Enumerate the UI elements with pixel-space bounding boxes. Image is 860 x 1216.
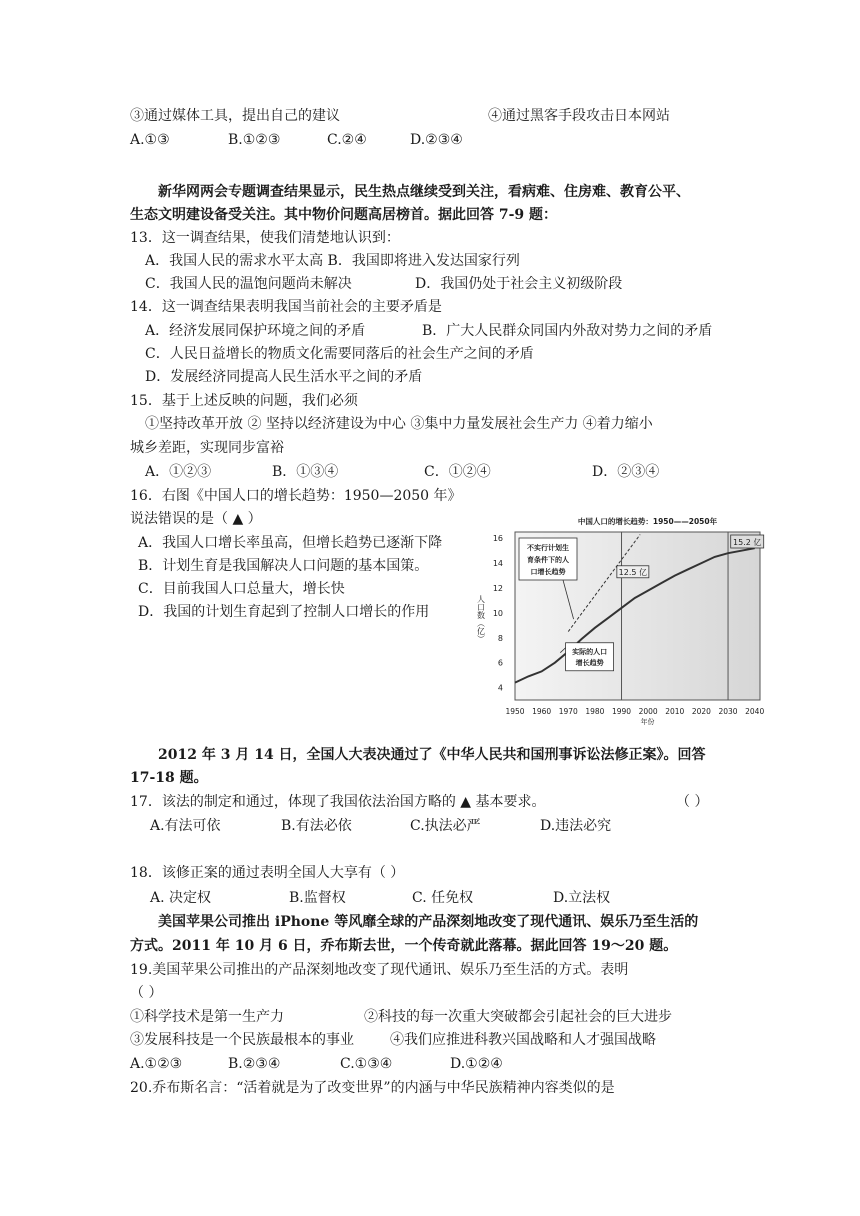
x-tick-label: 2010	[665, 707, 685, 716]
x-tick-label: 1970	[558, 707, 578, 716]
chart-title: 中国人口的增长趋势：1950——2050年	[577, 517, 718, 526]
q18-answer-d: D.立法权	[553, 890, 611, 906]
q17-answer-b: B.有法必依	[281, 818, 352, 834]
q19-answer-c: C.①③④	[340, 1056, 393, 1072]
q12-option-4: ④通过黑客手段攻击日本网站	[488, 108, 670, 124]
q19-statement-2: ②科技的每一次重大突破都会引起社会的巨大进步	[364, 1009, 672, 1025]
y-tick-label: 10	[492, 608, 503, 618]
label-15-2: 15.2 亿	[733, 538, 762, 547]
annotation-actual-line: 实际的人口	[572, 647, 608, 656]
intro1-line1: 新华网两会专题调查结果显示，民生热点继续受到关注，看病难、住房难、教育公平、	[158, 184, 690, 200]
intro2-line2: 17-18 题。	[130, 770, 208, 786]
q15-answer-d: D．②③④	[592, 464, 660, 480]
q19-answer-a: A.①②③	[130, 1056, 183, 1072]
population-chart	[475, 510, 785, 725]
q13-option-c: C．我国人民的温饱问题尚未解决	[145, 276, 352, 292]
q20-stem: 20.乔布斯名言：“活着就是为了改变世界”的内涵与中华民族精神内容类似的是	[130, 1080, 615, 1096]
y-tick-label: 12	[492, 584, 503, 593]
q17-answer-c: C.执法必严	[410, 818, 481, 834]
q16-stem-line2: 说法错误的是（ ▲ ）	[130, 511, 262, 527]
q18-answer-a: A. 决定权	[150, 890, 212, 906]
x-tick-label: 2040	[745, 707, 765, 716]
q18-stem: 18．该修正案的通过表明全国人大享有（ ）	[130, 865, 405, 881]
q18-answer-b: B.监督权	[289, 890, 346, 906]
q19-answer-b: B.②③④	[228, 1056, 281, 1072]
q19-statement-3: ③发展科技是一个民族最根本的事业	[130, 1032, 354, 1048]
q12-answer-b: B.①②③	[228, 132, 281, 148]
q18-answer-c: C. 任免权	[412, 890, 474, 906]
q14-option-c: C．人民日益增长的物质文化需要同落后的社会生产之间的矛盾	[145, 346, 534, 362]
q15-stem: 15．基于上述反映的问题，我们必须	[130, 393, 358, 409]
annotation-no-plan-line: 不实行计划生	[527, 544, 569, 552]
q13-option-d: D．我国仍处于社会主义初级阶段	[415, 276, 623, 292]
q13-stem: 13．这一调查结果，使我们清楚地认识到：	[130, 230, 400, 246]
q12-answer-c: C.②④	[327, 132, 367, 148]
q19-paren: （ ）	[130, 985, 163, 1001]
q12-option-3: ③通过媒体工具，提出自己的建议	[130, 108, 340, 124]
x-tick-label: 1980	[585, 707, 605, 716]
y-tick-label: 4	[497, 683, 503, 693]
intro3-line1: 美国苹果公司推出 iPhone 等风靡全球的产品深刻地改变了现代通讯、娱乐乃至生活的	[158, 914, 699, 930]
x-tick-label: 2030	[718, 707, 738, 716]
q19-stem: 19.美国苹果公司推出的产品深刻地改变了现代通讯、娱乐乃至生活的方式。表明	[130, 962, 629, 978]
q15-answer-c: C．①②④	[424, 464, 491, 480]
q14-option-a: A．经济发展同保护环境之间的矛盾	[145, 323, 366, 339]
annotation-no-plan-line: 口增长趋势	[530, 568, 566, 576]
q15-statements-line1: ①坚持改革开放 ② 坚持以经济建设为中心 ③集中力量发展社会生产力 ④着力缩小	[145, 416, 653, 432]
annotation-no-plan-line: 育条件下的人	[527, 556, 569, 564]
y-tick-label: 16	[492, 534, 503, 544]
q15-statements-line2: 城乡差距，实现同步富裕	[130, 440, 284, 456]
q16-option-a: A．我国人口增长率虽高，但增长趋势已逐渐下降	[138, 535, 443, 551]
q16-option-d: D．我国的计划生育起到了控制人口增长的作用	[138, 604, 430, 620]
q12-answer-d: D.②③④	[410, 132, 463, 148]
q17-answer-a: A.有法可依	[150, 818, 221, 834]
x-tick-label: 2000	[638, 707, 658, 716]
q16-option-b: B．计划生育是我国解决人口问题的基本国策。	[138, 558, 429, 574]
x-tick-label: 1950	[505, 707, 525, 716]
q14-option-b: B．广大人民群众同国内外敌对势力之间的矛盾	[422, 323, 713, 339]
y-tick-label: 14	[492, 559, 503, 569]
q17-answer-d: D.违法必究	[540, 818, 612, 834]
q19-answer-d: D.①②④	[450, 1056, 503, 1072]
x-axis-label: 年份	[640, 718, 655, 725]
y-tick-label: 6	[497, 658, 503, 668]
q17-paren: （ ）	[676, 794, 709, 810]
label-12-5: 12.5 亿	[618, 567, 648, 577]
q15-answer-b: B．①③④	[272, 464, 339, 480]
y-tick-label: 8	[497, 633, 503, 643]
q19-statement-4: ④我们应推进科教兴国战略和人才强国战略	[390, 1032, 656, 1048]
annotation-actual-line: 增长趋势	[575, 658, 604, 667]
q13-options-ab: A．我国人民的需求水平太高 B．我国即将进入发达国家行列	[145, 253, 520, 269]
q16-stem-line1: 16．右图《中国人口的增长趋势：1950—2050 年》	[130, 488, 462, 504]
intro3-line2: 方式。2011 年 10 月 6 日，乔布斯去世，一个传奇就此落幕。据此回答 19～20 题。	[130, 938, 678, 954]
q17-stem: 17．该法的制定和通过，体现了我国依法治国方略的 ▲ 基本要求。	[130, 794, 546, 810]
q16-option-c: C．目前我国人口总量大，增长快	[138, 581, 345, 597]
q19-statement-1: ①科学技术是第一生产力	[130, 1009, 284, 1025]
q12-answer-a: A.①③	[130, 132, 170, 148]
y-axis-label: 人口数（亿）	[476, 595, 486, 643]
q14-option-d: D．发展经济同提高人民生活水平之间的矛盾	[145, 369, 423, 385]
x-tick-label: 2020	[691, 707, 711, 716]
x-tick-label: 1960	[532, 707, 552, 716]
intro2-line1: 2012 年 3 月 14 日，全国人大表决通过了《中华人民共和国刑事诉讼法修正案》。回答	[158, 747, 706, 763]
q15-answer-a: A．①②③	[145, 464, 212, 480]
x-tick-label: 1990	[611, 707, 632, 716]
q14-stem: 14．这一调查结果表明我国当前社会的主要矛盾是	[130, 299, 442, 315]
intro1-line2: 生态文明建设备受关注。其中物价问题高居榜首。据此回答 7-9 题：	[130, 207, 558, 223]
